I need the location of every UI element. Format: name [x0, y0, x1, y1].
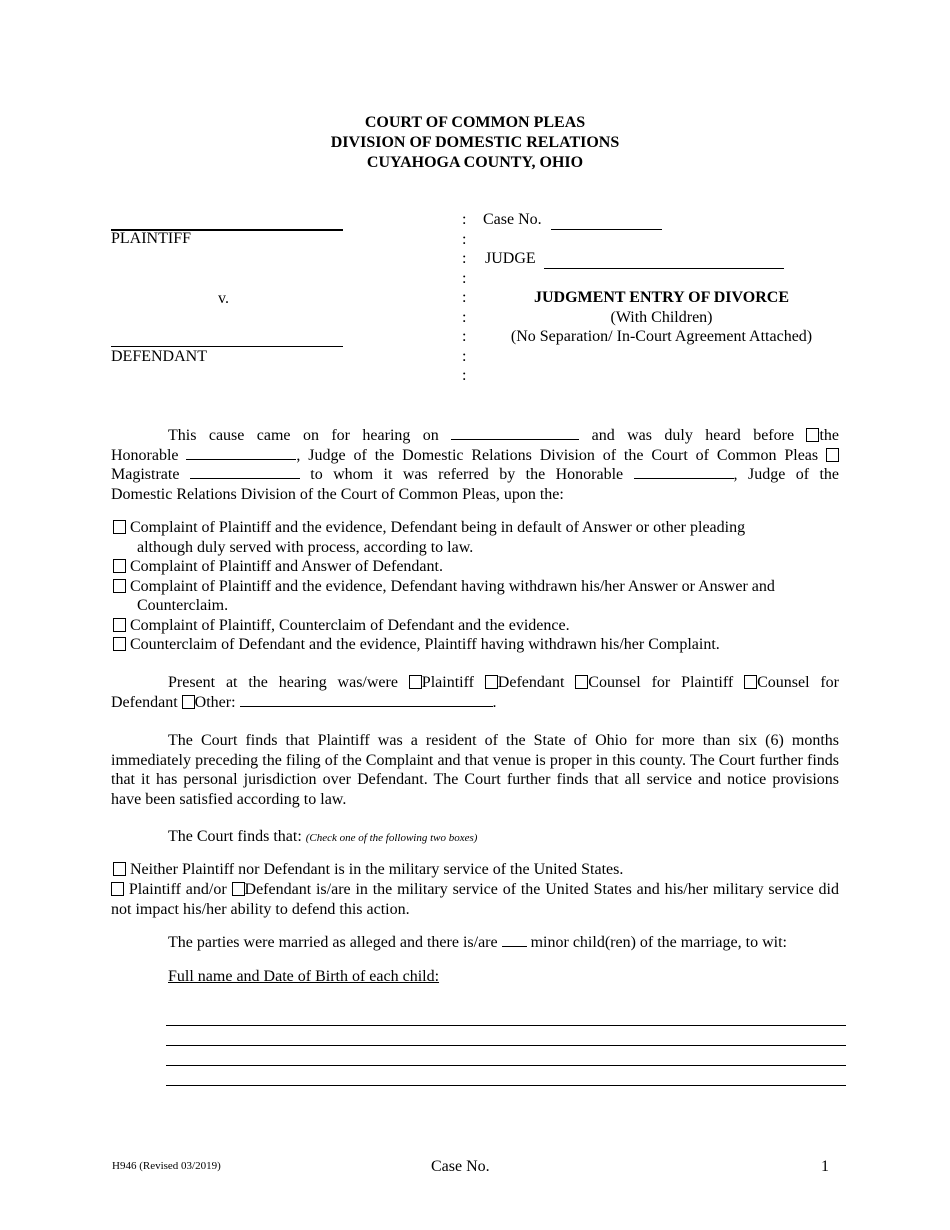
pleading-checkbox[interactable] [113, 618, 126, 632]
caption-colon: : [462, 328, 467, 345]
present-text: . [492, 693, 497, 711]
child-entry-line[interactable] [166, 1045, 846, 1046]
option-text: Complaint of Plaintiff and Answer of Defendant. [130, 558, 443, 575]
caption-colon: : [462, 211, 467, 228]
option-text: Counterclaim. [137, 597, 229, 614]
present-plaintiff-checkbox[interactable] [409, 675, 422, 689]
present-counsel-plaintiff-checkbox[interactable] [575, 675, 588, 689]
present-other-field[interactable] [240, 693, 493, 707]
hearing-text: to whom it was referred by the Honorable [310, 466, 624, 483]
child-entry-line[interactable] [166, 1065, 846, 1066]
hearing-text: the [819, 427, 840, 444]
document-subtitle: (With Children) [610, 309, 713, 326]
judge-checkbox[interactable] [806, 428, 819, 442]
hearing-date-field[interactable] [451, 426, 579, 440]
military-plaintiff-checkbox[interactable] [111, 882, 124, 896]
residency-paragraph [111, 731, 839, 809]
caption-colon: : [462, 367, 467, 384]
caption-colon: : [462, 250, 467, 267]
military-option [113, 861, 623, 879]
court-name: COURT OF COMMON PLEAS [364, 114, 586, 131]
court-finds-line [168, 828, 477, 846]
residency-text: The Court finds that Plaintiff was a resident of the State of Ohio for more than six (6) months immediately preceding the filing of the Complaint and that venue is proper in this county. The Court further finds that it has personal jurisdiction over Defendant. The Court further finds that all service and notice provisions have been satisfied according to law. [111, 732, 839, 808]
page-number: 1 [821, 1158, 829, 1175]
pleading-option [113, 518, 775, 538]
court-finds-text: The Court finds that: [168, 828, 302, 845]
hearing-text: Magistrate [111, 466, 180, 483]
present-defendant-checkbox[interactable] [485, 675, 498, 689]
caption-colon: : [462, 348, 467, 365]
defendant-label: DEFENDANT [111, 348, 207, 365]
present-text: Other: [194, 693, 236, 711]
judge-label: JUDGE [485, 250, 536, 267]
pleading-checkbox[interactable] [113, 637, 126, 651]
hearing-text: Domestic Relations Division of the Court of Common Pleas, upon the: [111, 485, 564, 503]
caption-colon: : [462, 270, 467, 287]
present-text: Counsel for Plaintiff [588, 674, 734, 691]
caption-colon: : [462, 289, 467, 306]
children-text: The parties were married as alleged and there is/are [168, 934, 498, 951]
caption-colon: : [462, 231, 467, 248]
option-text: Complaint of Plaintiff, Counterclaim of Defendant and the evidence. [130, 616, 570, 634]
present-text: Defendant [497, 674, 565, 691]
judge-name-field[interactable] [544, 268, 784, 269]
pleading-options [113, 518, 775, 655]
document-subtitle: (No Separation/ In-Court Agreement Attached) [510, 328, 813, 345]
present-counsel-defendant-checkbox[interactable] [744, 675, 757, 689]
pleading-option [113, 577, 775, 597]
child-entry-line[interactable] [166, 1085, 846, 1086]
division-name: DIVISION OF DOMESTIC RELATIONS [330, 134, 620, 151]
present-text: Present at the hearing was/were [168, 674, 398, 691]
hearing-text: Honorable [111, 446, 179, 464]
child-count-field[interactable] [502, 933, 527, 947]
military-text: Defendant is/are in the military service of the United States and his/her military service did not impact his/her ability to defend this action. [111, 881, 840, 918]
form-number: H946 (Revised 03/2019) [112, 1160, 221, 1172]
pleading-option [113, 616, 775, 636]
magistrate-name-field[interactable] [190, 465, 300, 479]
court-header [0, 113, 950, 173]
referring-judge-field[interactable] [634, 465, 734, 479]
case-number-field[interactable] [551, 229, 662, 230]
hearing-text: and was duly heard before [591, 427, 795, 444]
hearing-text: , Judge of the Domestic Relations Division of the Court of Common Pleas [296, 446, 819, 464]
present-other-checkbox[interactable] [182, 695, 195, 709]
pleading-option [113, 557, 775, 577]
military-option [111, 880, 839, 919]
pleading-checkbox[interactable] [113, 520, 126, 534]
plaintiff-label: PLAINTIFF [111, 230, 192, 247]
county-name: CUYAHOGA COUNTY, OHIO [366, 154, 584, 171]
pleading-option [113, 635, 775, 655]
child-entry-line[interactable] [166, 1025, 846, 1026]
pleading-checkbox[interactable] [113, 559, 126, 573]
option-text: Counterclaim of Defendant and the evidence, Plaintiff having withdrawn his/her Complaint. [130, 636, 720, 653]
present-paragraph [111, 673, 839, 712]
document-title: JUDGMENT ENTRY OF DIVORCE [534, 289, 789, 306]
military-defendant-checkbox[interactable] [232, 882, 245, 896]
children-text: minor child(ren) of the marriage, to wit: [530, 934, 787, 951]
pleading-checkbox[interactable] [113, 579, 126, 593]
children-heading: Full name and Date of Birth of each child: [168, 968, 440, 985]
military-text: Neither Plaintiff nor Defendant is in the military service of the United States. [130, 861, 624, 878]
present-text: Plaintiff [421, 674, 474, 691]
hearing-paragraph [111, 426, 839, 504]
magistrate-checkbox[interactable] [826, 448, 839, 462]
option-text: Complaint of Plaintiff and the evidence, Defendant having withdrawn his/her Answer or Answer and [130, 577, 775, 595]
hearing-text: , Judge of the [733, 466, 840, 483]
check-instruction: (Check one of the following two boxes) [305, 832, 478, 844]
present-text: Counsel for [757, 674, 840, 691]
military-text: Plaintiff and/or [128, 881, 227, 898]
option-text: although duly served with process, according to law. [137, 538, 474, 556]
present-text: Defendant [111, 693, 178, 711]
caption-colon: : [462, 309, 467, 326]
children-line [168, 933, 787, 952]
defendant-name-line[interactable] [111, 346, 343, 347]
footer-case-number: Case No. [431, 1158, 490, 1175]
versus-label: v. [218, 290, 229, 307]
hearing-text: This cause came on for hearing on [168, 427, 439, 444]
option-text: Complaint of Plaintiff and the evidence, Defendant being in default of Answer or other pleading [130, 519, 746, 536]
case-number-label: Case No. [483, 211, 542, 228]
honorable-judge-field[interactable] [186, 446, 296, 460]
military-none-checkbox[interactable] [113, 862, 126, 876]
